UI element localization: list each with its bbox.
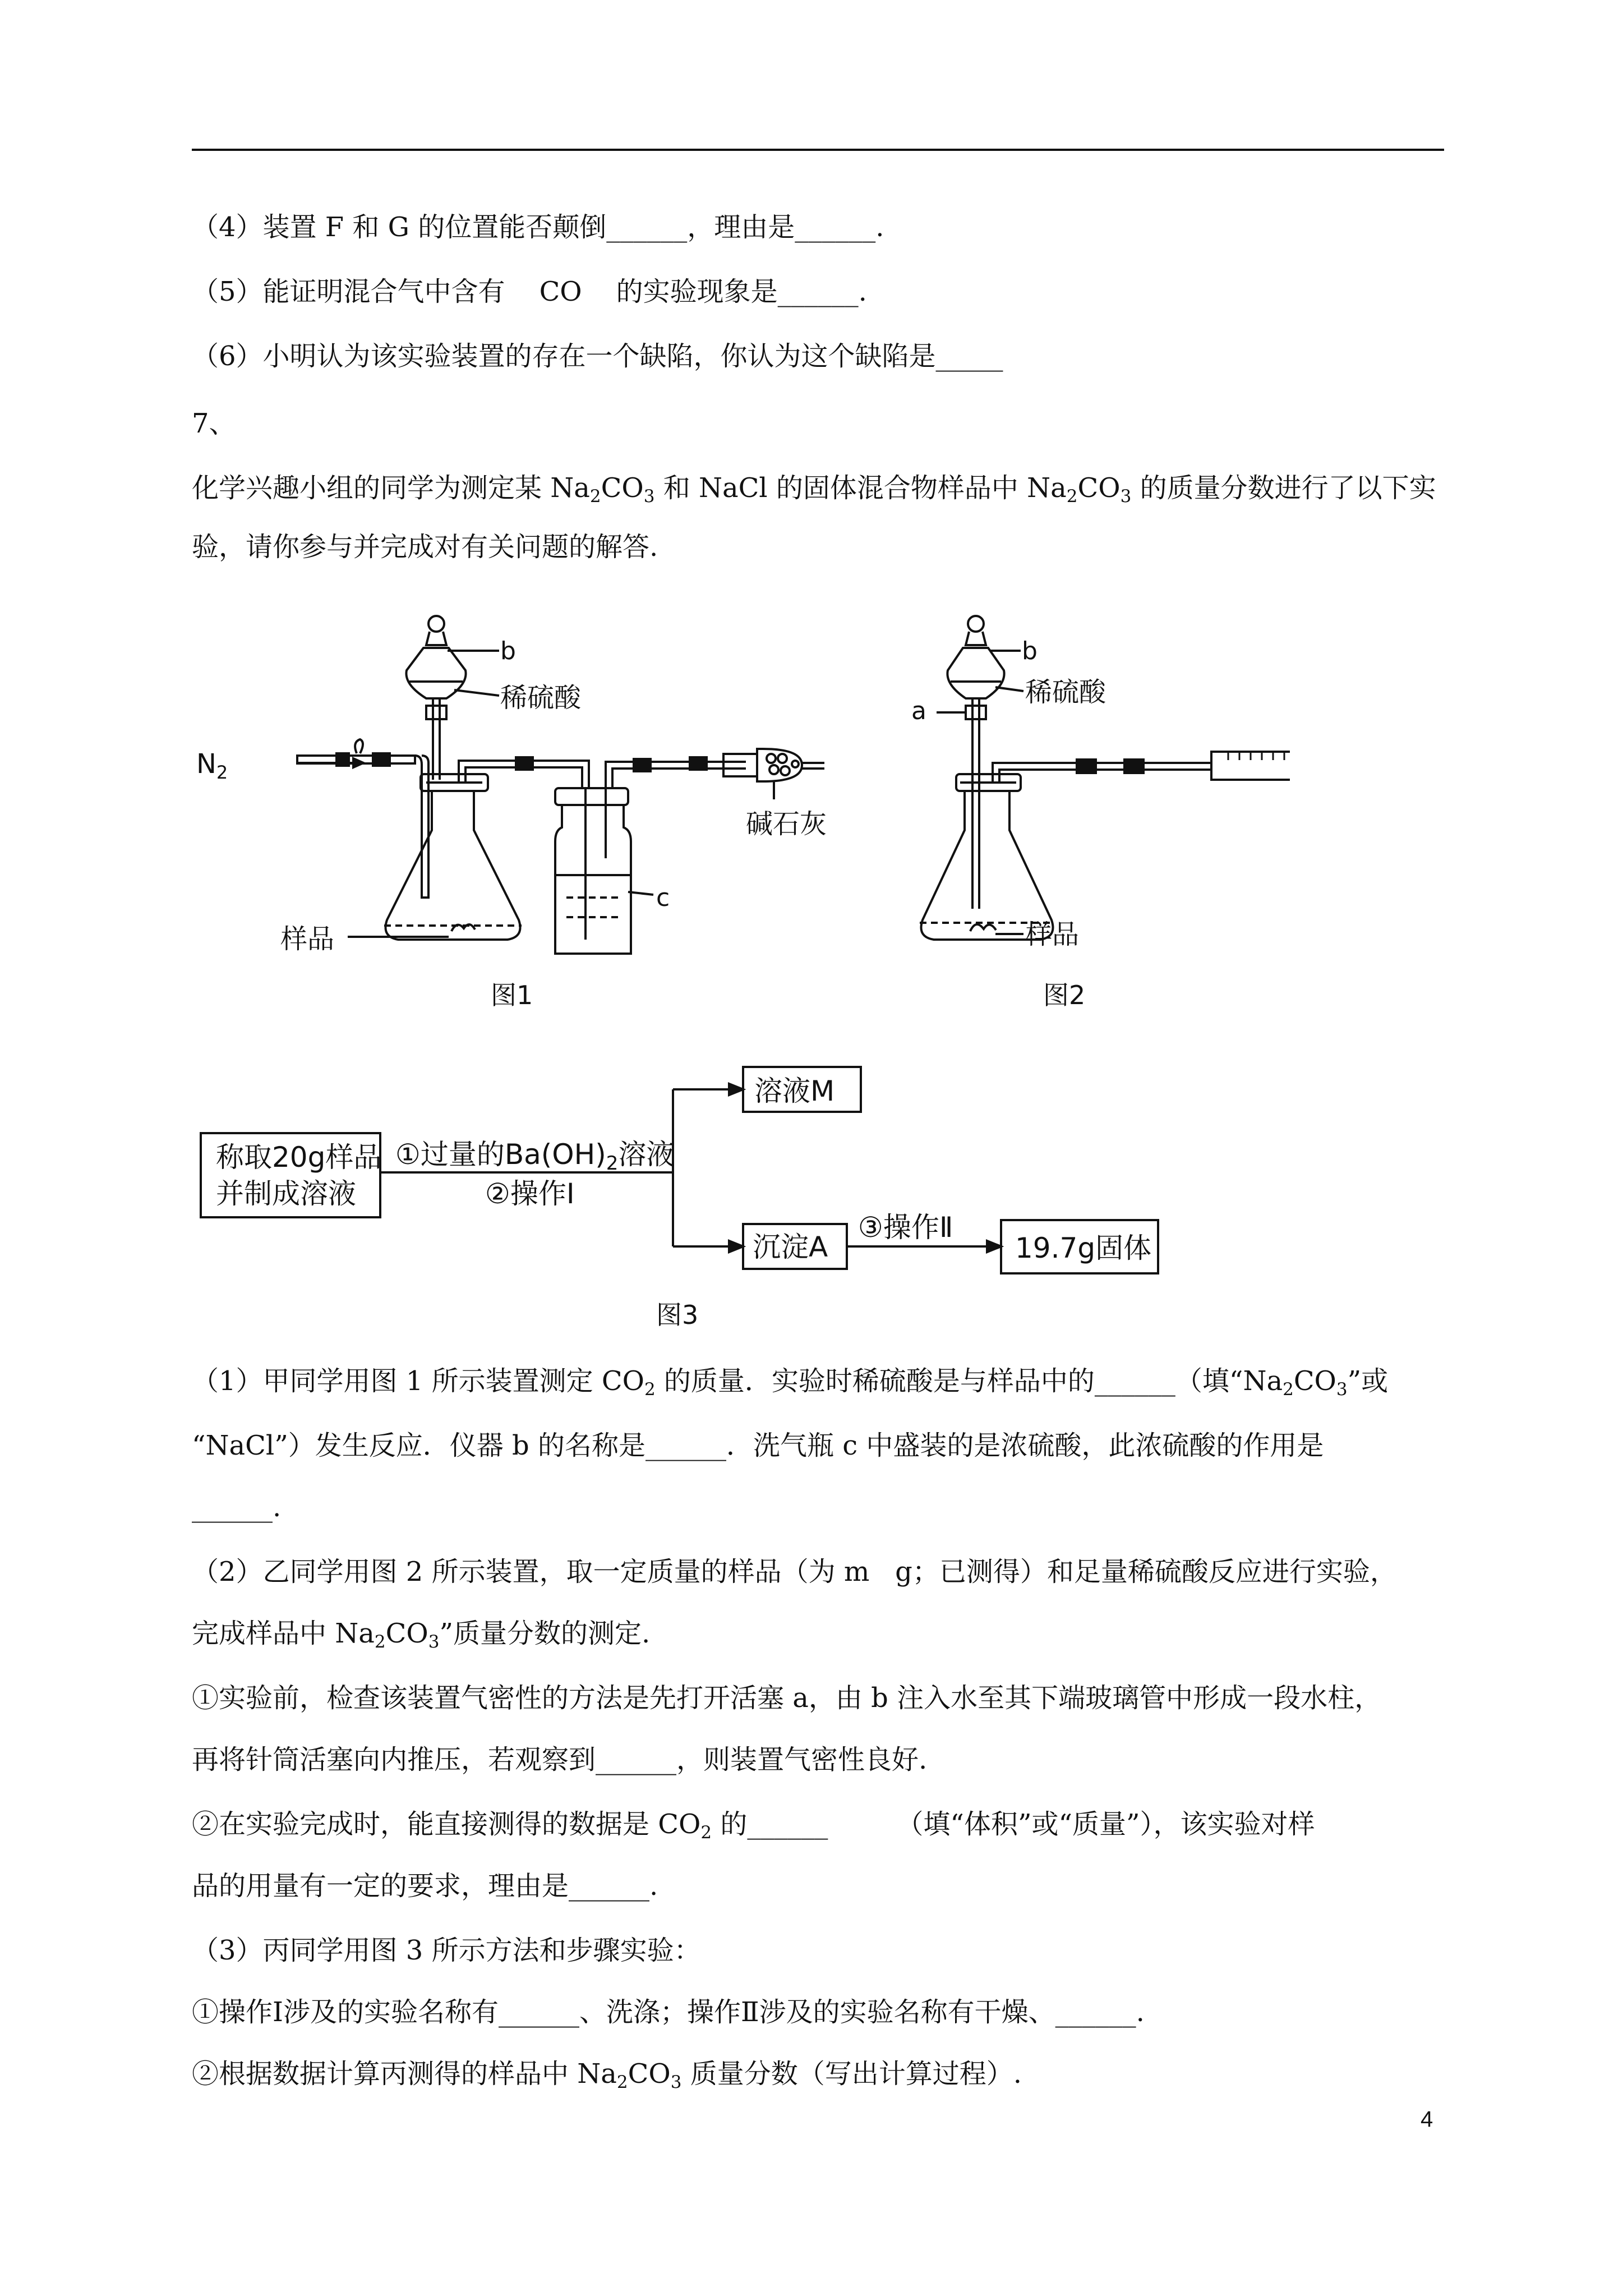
label-b: b xyxy=(1022,637,1038,665)
separatory-funnel-b xyxy=(947,648,1004,698)
label-soda-lime: 碱石灰 xyxy=(746,808,827,840)
figure-1-apparatus xyxy=(185,595,847,1015)
q7-part1-line1: （1）甲同学用图 1 所示装置测定 $CO_2$ 的质量．实验时稀硫酸是与样品中的______（填“$Na_2CO_3$”或 xyxy=(192,1365,1389,1400)
q7-part2-step2-line2: 品的用量有一定的要求，理由是______. xyxy=(192,1870,658,1902)
q7-part2-step1-line1: ①实验前，检查该装置气密性的方法是先打开活塞 a，由 b 注入水至其下端玻璃管中形成一段水柱， xyxy=(192,1682,1382,1714)
funnel-stopper-icon xyxy=(428,616,444,632)
q7-part3-step2: ②根据数据计算丙测得的样品中 $Na_2CO_3$ 质量分数（写出计算过程）. xyxy=(192,2058,1022,2092)
label-sample: 样品 xyxy=(1025,919,1080,950)
q6-part5: （5）能证明混合气中含有 CO 的实验现象是______. xyxy=(192,276,867,307)
q7-part1-line3: ______. xyxy=(192,1492,282,1523)
start-line2: 并制成溶液 xyxy=(216,1177,356,1210)
funnel-stopper-icon xyxy=(968,616,984,632)
solution-m-label: 溶液M xyxy=(754,1075,835,1107)
q7-number: 7、 xyxy=(192,408,236,439)
figure-2-apparatus xyxy=(897,595,1290,1015)
figure-3-caption: 图3 xyxy=(656,1300,699,1330)
clamp-icon xyxy=(355,739,363,753)
funnel-stopcock-icon xyxy=(426,706,446,719)
stopcock-a-icon xyxy=(966,706,986,719)
q7-part3-line1: （3）丙同学用图 3 所示方法和步骤实验： xyxy=(192,1935,701,1966)
q6-part4: （4）装置 F 和 G 的位置能否颠倒______，理由是______. xyxy=(192,211,884,243)
label-dilute-sulfuric-acid: 稀硫酸 xyxy=(500,682,582,714)
figure-1-caption: 图1 xyxy=(491,980,533,1010)
q7-part2-step2-line1: ②在实验完成时，能直接测得的数据是 $CO_2$ 的______ （填“体积”或“质量”），该实验对样 xyxy=(192,1809,1315,1843)
q7-intro-line1: 化学兴趣小组的同学为测定某 $Na_2CO_3$ 和 NaCl 的固体混合物样品中 $Na_2CO_3$ 的质量分数进行了以下实 xyxy=(192,472,1436,507)
step2-label: ②操作Ⅰ xyxy=(485,1177,575,1210)
solid-mass-label: 19.7g固体 xyxy=(1015,1232,1152,1264)
washing-bottle-c xyxy=(555,805,631,954)
figure-3-flowchart xyxy=(191,1060,1178,1341)
label-a: a xyxy=(911,697,926,725)
q7-part2-line1: （2）乙同学用图 2 所示装置，取一定质量的样品（为 m g；已测得）和足量稀硫酸反应进行实验， xyxy=(192,1556,1397,1588)
page-number: 4 xyxy=(1421,2107,1433,2132)
sample-icon xyxy=(970,924,996,931)
step1-label: ①过量的$Ba(OH)_2$溶液 xyxy=(395,1138,675,1175)
step3-label: ③操作Ⅱ xyxy=(858,1211,953,1244)
q7-part1-line2: “NaCl”）发生反应．仪器 b 的名称是______．洗气瓶 c 中盛装的是浓硫酸，此浓硫酸的作用是 xyxy=(192,1430,1324,1461)
q7-part2-step1-line2: 再将针筒活塞向内推压，若观察到______，则装置气密性良好. xyxy=(192,1744,928,1775)
n2-label: $N_2$ xyxy=(196,748,228,783)
start-line1: 称取20g样品 xyxy=(216,1141,382,1174)
q7-part3-step1: ①操作Ⅰ涉及的实验名称有______、洗涤；操作Ⅱ涉及的实验名称有干燥、______. xyxy=(192,1996,1145,2028)
q7-part2-line2: 完成样品中 $Na_2CO_3$”质量分数的测定. xyxy=(192,1618,651,1652)
header-rule xyxy=(192,149,1444,151)
label-c: c xyxy=(656,884,670,912)
precipitate-a-label: 沉淀A xyxy=(753,1231,828,1263)
label-b: b xyxy=(500,637,516,665)
label-sample: 样品 xyxy=(280,923,335,955)
figure-2-caption: 图2 xyxy=(1043,980,1086,1010)
label-dilute-sulfuric-acid: 稀硫酸 xyxy=(1025,677,1106,708)
q6-part6: （6）小明认为该实验装置的存在一个缺陷，你认为这个缺陷是_____ xyxy=(192,341,1003,372)
q7-intro-line2: 验，请你参与并完成对有关问题的解答. xyxy=(192,531,658,563)
